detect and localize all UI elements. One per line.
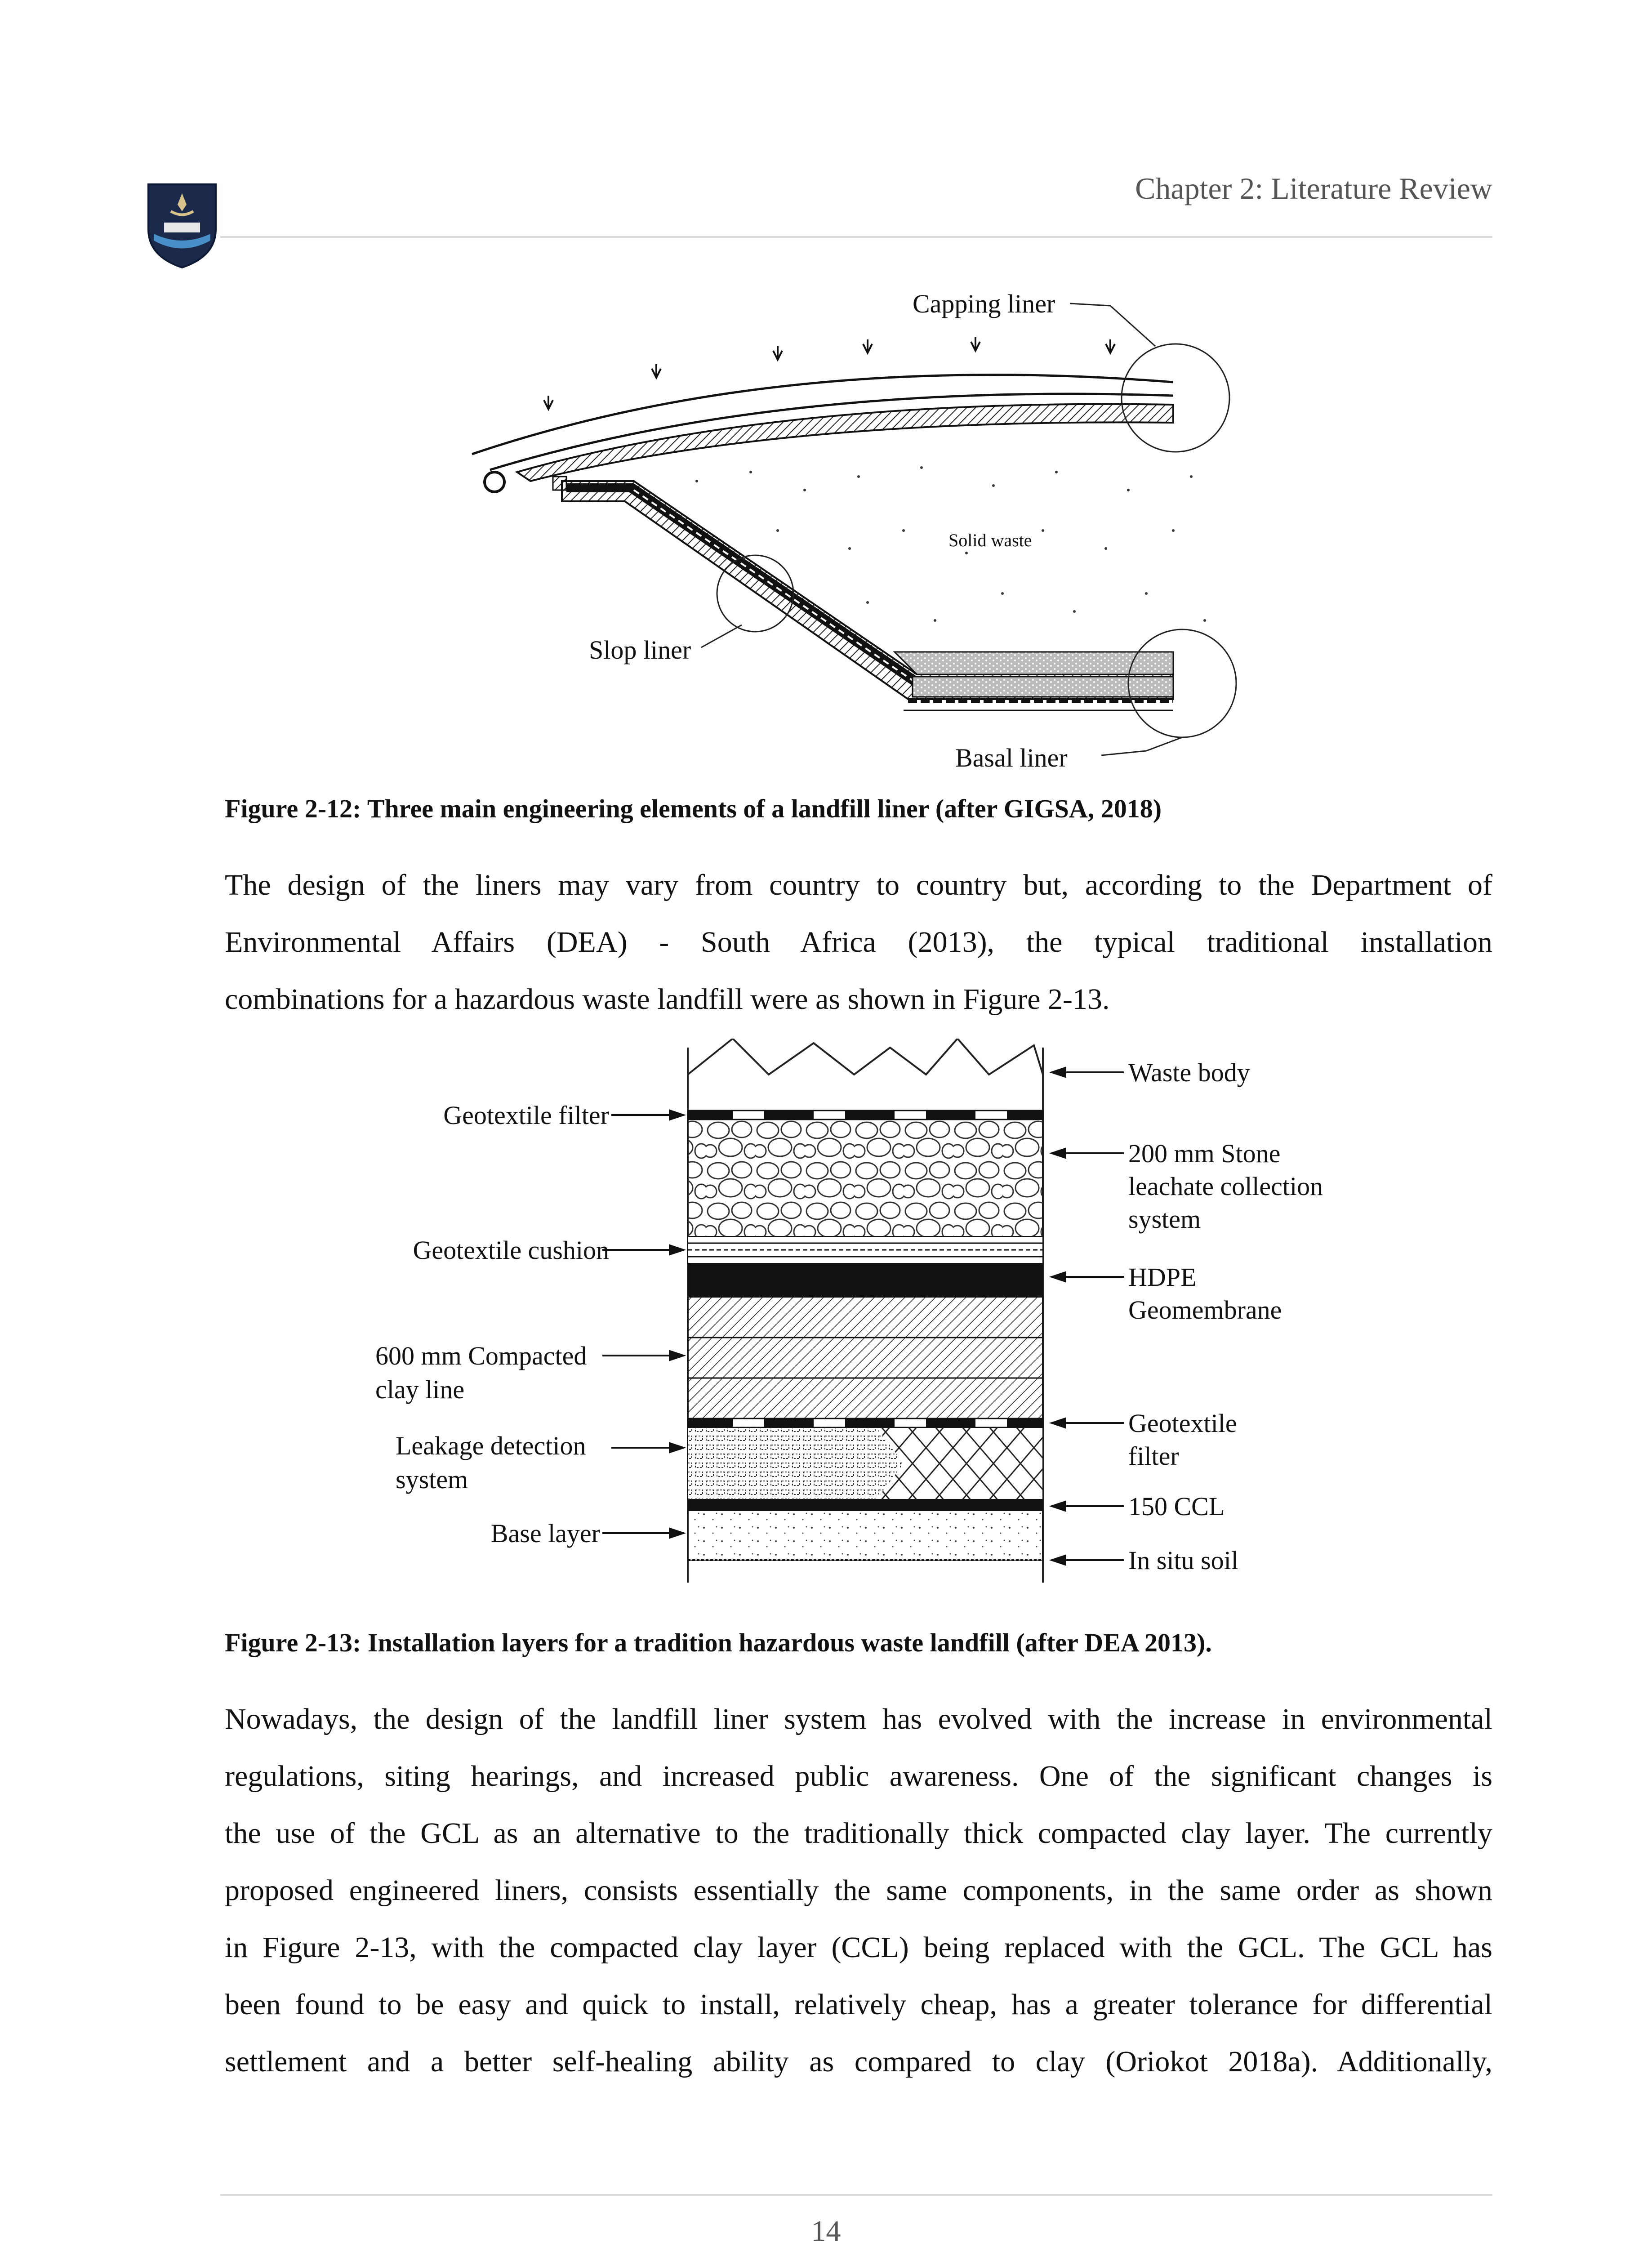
solid-waste-dots bbox=[695, 466, 1206, 667]
paragraph-2 bbox=[225, 1690, 1492, 2090]
geotextile-filter-right-label-1: Geotextile bbox=[1128, 1409, 1237, 1438]
paragraph-1 bbox=[225, 856, 1492, 1028]
paragraph-line: settlement and a better self-healing ability as compared to clay (Oriokot 2018a). Additionally, bbox=[225, 2045, 1492, 2078]
paragraph-line: the use of the GCL as an alternative to the traditionally thick compacted clay layer. The currently bbox=[225, 1817, 1492, 1850]
university-crest-logo bbox=[144, 180, 220, 270]
capping-liner-label: Capping liner bbox=[913, 289, 1055, 318]
paragraph-line: Nowadays, the design of the landfill liner system has evolved with the increase in environmental bbox=[225, 1703, 1492, 1735]
geotextile-cushion-label: Geotextile cushion bbox=[413, 1236, 609, 1265]
compacted-clay-label-1: 600 mm Compacted bbox=[375, 1341, 587, 1370]
page-header bbox=[220, 171, 1492, 238]
paragraph-line: in Figure 2-13, with the compacted clay layer (CCL) being replaced with the GCL. The GCL has bbox=[225, 1931, 1492, 1964]
right-arrows bbox=[1052, 1068, 1124, 1565]
stone-label-2: leachate collection bbox=[1128, 1172, 1323, 1201]
paragraph-line: been found to be easy and quick to install, relatively cheap, has a greater tolerance for differential bbox=[225, 1988, 1492, 2021]
paragraph-line: The design of the liners may vary from country to country but, according to the Department of bbox=[225, 869, 1492, 901]
leakage-detection-label-1: Leakage detection bbox=[396, 1431, 586, 1460]
footer-divider bbox=[220, 2194, 1492, 2196]
figure-2-13-caption: Figure 2-13: Installation layers for a tradition hazardous waste landfill (after DEA 2013). bbox=[225, 1628, 1212, 1657]
base-layer-label: Base layer bbox=[490, 1519, 600, 1548]
chapter-title: Chapter 2: Literature Review bbox=[1135, 171, 1492, 205]
stone-label-1: 200 mm Stone bbox=[1128, 1139, 1281, 1168]
ccl-label: 150 CCL bbox=[1128, 1492, 1225, 1521]
left-arrows bbox=[602, 1111, 683, 1538]
geotextile-filter-label: Geotextile filter bbox=[443, 1101, 609, 1130]
slop-liner-label: Slop liner bbox=[589, 635, 691, 665]
in-situ-soil-label: In situ soil bbox=[1128, 1546, 1238, 1575]
paragraph-line: Environmental Affairs (DEA) - South Africa (2013), the typical traditional installation bbox=[225, 926, 1492, 959]
paragraph-line: combinations for a hazardous waste landfill were as shown in Figure 2-13. bbox=[225, 983, 1110, 1016]
hdpe-label-1: HDPE bbox=[1128, 1262, 1197, 1292]
stone-label-3: system bbox=[1128, 1204, 1201, 1234]
leakage-detection-label-2: system bbox=[396, 1465, 468, 1494]
paragraph-line: regulations, siting hearings, and increased public awareness. One of the significant changes is bbox=[225, 1760, 1492, 1793]
installation-layers-figure bbox=[360, 1039, 1349, 1583]
page-number: 14 bbox=[811, 2215, 841, 2248]
compacted-clay-label-2: clay line bbox=[375, 1375, 465, 1404]
waste-body-label: Waste body bbox=[1128, 1058, 1250, 1087]
paragraph-line: proposed engineered liners, consists essentially the same components, in the same order as shown bbox=[225, 1874, 1492, 1907]
hdpe-label-2: Geomembrane bbox=[1128, 1295, 1282, 1325]
figure-2-12-caption: Figure 2-12: Three main engineering elements of a landfill liner (after GIGSA, 2018) bbox=[225, 794, 1162, 823]
vegetation-marks bbox=[544, 337, 1115, 409]
geotextile-filter-right-label-2: filter bbox=[1128, 1441, 1179, 1471]
landfill-liner-elements-figure bbox=[463, 279, 1245, 787]
basal-liner-label: Basal liner bbox=[955, 743, 1068, 772]
solid-waste-label: Solid waste bbox=[948, 530, 1032, 550]
layer-column bbox=[688, 1039, 1043, 1583]
